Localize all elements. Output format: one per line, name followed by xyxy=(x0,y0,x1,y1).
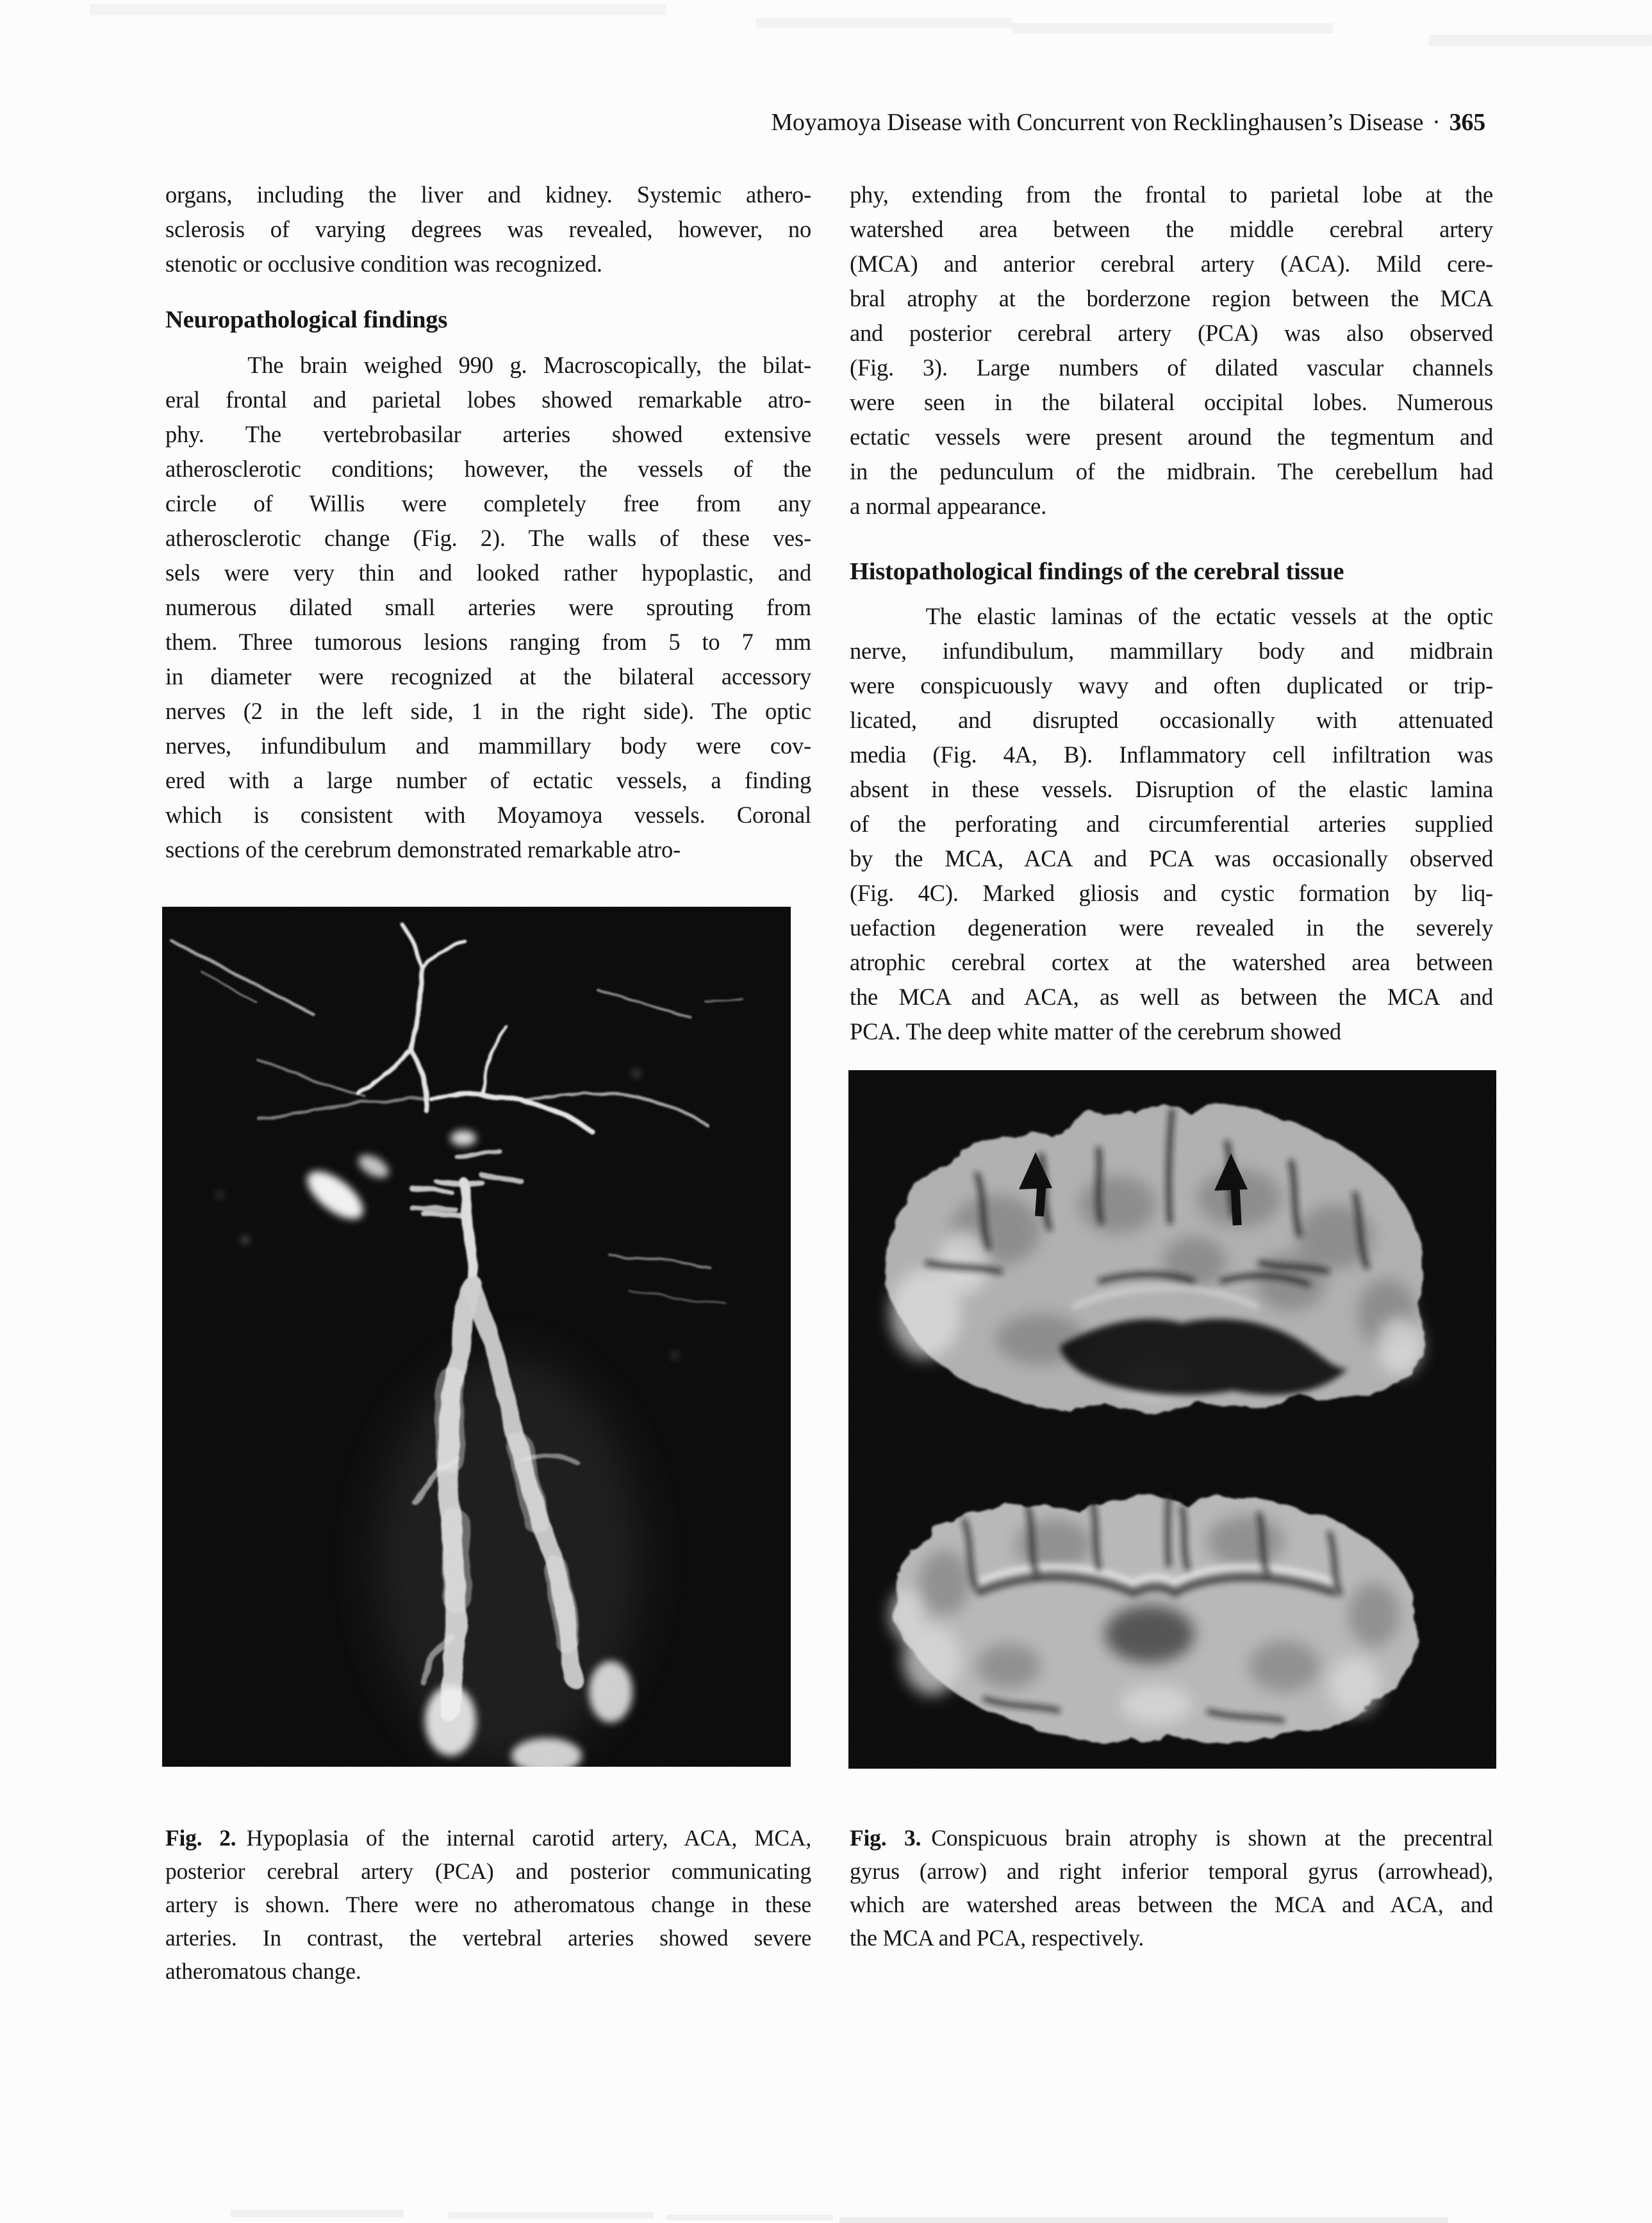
text-line: sels were very thin and looked rather hypoplastic, and xyxy=(165,559,811,586)
text-line: artery is shown. There were no atheromatous change in these xyxy=(165,1892,811,1917)
figure-2-caption-lines xyxy=(165,1855,811,1988)
vertebrobasilar-vessels-photo xyxy=(162,907,791,1767)
text-line: (MCA) and anterior cerebral artery (ACA). Mild cere- xyxy=(850,251,1493,277)
running-title: Moyamoya Disease with Concurrent von Recklinghausen’s Disease xyxy=(771,109,1424,136)
text-line: which are watershed areas between the MCA and ACA, and xyxy=(850,1892,1493,1917)
left-column xyxy=(165,178,811,867)
text-line: sections of the cerebrum demonstrated remarkable atro- xyxy=(165,836,681,863)
text-line: in diameter were recognized at the bilateral accessory xyxy=(165,663,811,690)
text-line: ered with a large number of ectatic vessels, a finding xyxy=(165,767,811,793)
text-line: posterior cerebral artery (PCA) and posterior communicating xyxy=(165,1858,811,1884)
text-line: the MCA and ACA, as well as between the MCA and xyxy=(850,984,1493,1010)
text-line: of the perforating and circumferential arteries supplied xyxy=(850,811,1493,837)
text-line: (Fig. 3). Large numbers of dilated vascular channels xyxy=(850,354,1493,381)
text-line: were seen in the bilateral occipital lobes. Numerous xyxy=(850,389,1493,415)
text-line: and posterior cerebral artery (PCA) was also observed xyxy=(850,320,1493,346)
brain-coronal-sections-photo xyxy=(848,1070,1496,1769)
paragraph-atrophy-watershed xyxy=(850,178,1493,524)
text-line: uefaction degeneration were revealed in the severely xyxy=(850,914,1493,941)
scan-artifact xyxy=(1429,35,1652,46)
text-line: eral frontal and parietal lobes showed remarkable atro- xyxy=(165,386,811,413)
scan-artifact xyxy=(1012,23,1333,33)
text-line: The brain weighed 990 g. Macroscopically, the bilat- xyxy=(165,352,811,378)
text-line: licated, and disrupted occasionally with attenuated xyxy=(850,707,1493,733)
text-line: organs, including the liver and kidney. Systemic athero- xyxy=(165,181,811,208)
text-line: atheromatous change. xyxy=(165,1958,361,1984)
figure-2-caption-first-line xyxy=(165,1821,811,1855)
text-line: (Fig. 4C). Marked gliosis and cystic formation by liq- xyxy=(850,880,1493,906)
figure-2-label: Fig. 2. xyxy=(165,1825,236,1851)
figure-3-image xyxy=(848,1070,1496,1769)
figure-2-caption-text: Hypoplasia of the internal carotid artery, ACA, MCA, xyxy=(246,1825,811,1851)
scan-artifact xyxy=(666,2215,833,2220)
text-line: bral atrophy at the borderzone region between the MCA xyxy=(850,285,1493,311)
paragraph-histopathological-findings xyxy=(850,599,1493,1049)
scan-artifact xyxy=(90,4,666,15)
text-line: PCA. The deep white matter of the cerebrum showed xyxy=(850,1018,1341,1045)
text-line: absent in these vessels. Disruption of the elastic lamina xyxy=(850,776,1493,802)
page-number: 365 xyxy=(1449,109,1485,136)
text-line: by the MCA, ACA and PCA was occasionally observed xyxy=(850,845,1493,872)
text-line: atherosclerotic change (Fig. 2). The walls of these ves- xyxy=(165,525,811,551)
scan-artifact xyxy=(839,2217,1448,2223)
figure-3-caption-lines xyxy=(850,1855,1493,1954)
text-line: were conspicuously wavy and often duplicated or trip- xyxy=(850,672,1493,698)
text-line: stenotic or occlusive condition was recognized. xyxy=(165,251,602,277)
figure-3-caption xyxy=(850,1821,1493,1954)
figure-3-caption-text: Conspicuous brain atrophy is shown at the precentral xyxy=(931,1825,1493,1851)
text-line: gyrus (arrow) and right inferior temporal gyrus (arrowhead), xyxy=(850,1858,1493,1884)
figure-3-caption-first-line xyxy=(850,1821,1493,1855)
text-line: sclerosis of varying degrees was revealed, however, no xyxy=(165,216,811,242)
text-line: arteries. In contrast, the vertebral arteries showed severe xyxy=(165,1925,811,1951)
text-line: numerous dilated small arteries were sprouting from xyxy=(165,594,811,620)
scan-artifact xyxy=(231,2210,404,2217)
text-line: nerves, infundibulum and mammillary body were cov- xyxy=(165,732,811,759)
figure-3-label: Fig. 3. xyxy=(850,1825,921,1851)
figure-2-image xyxy=(162,907,791,1767)
text-line: nerves (2 in the left side, 1 in the right side). The optic xyxy=(165,698,811,724)
text-line: a normal appearance. xyxy=(850,493,1047,519)
text-line: circle of Willis were completely free from any xyxy=(165,490,811,516)
text-line: the MCA and PCA, respectively. xyxy=(850,1925,1144,1951)
text-line: watershed area between the middle cerebral artery xyxy=(850,216,1493,242)
text-line: ectatic vessels were present around the tegmentum and xyxy=(850,424,1493,450)
text-line: them. Three tumorous lesions ranging from 5 to 7 mm xyxy=(165,629,811,655)
text-line: atherosclerotic conditions; however, the vessels of the xyxy=(165,456,811,482)
header-separator: · xyxy=(1432,109,1441,136)
paragraph-systemic-atherosclerosis xyxy=(165,178,811,281)
text-line: phy, extending from the frontal to parietal lobe at the xyxy=(850,181,1493,208)
paragraph-neuropathological-findings xyxy=(165,348,811,867)
running-header xyxy=(771,108,1485,137)
section-heading-neuropathological-findings: Neuropathological findings xyxy=(165,306,448,333)
text-line: atrophic cerebral cortex at the watershed area between xyxy=(850,949,1493,975)
scan-artifact xyxy=(756,18,1012,28)
right-column xyxy=(850,178,1493,1049)
figure-2-caption xyxy=(165,1821,811,1988)
text-line: media (Fig. 4A, B). Inflammatory cell infiltration was xyxy=(850,741,1493,768)
text-line: in the pedunculum of the midbrain. The cerebellum had xyxy=(850,458,1493,484)
text-line: nerve, infundibulum, mammillary body and midbrain xyxy=(850,638,1493,664)
scan-artifact xyxy=(449,2212,654,2219)
text-line: which is consistent with Moyamoya vessels. Coronal xyxy=(165,802,811,828)
text-line: The elastic laminas of the ectatic vessels at the optic xyxy=(850,603,1493,629)
section-heading-histopathological-findings: Histopathological findings of the cerebral tissue xyxy=(850,558,1344,585)
text-line: phy. The vertebrobasilar arteries showed extensive xyxy=(165,421,811,447)
